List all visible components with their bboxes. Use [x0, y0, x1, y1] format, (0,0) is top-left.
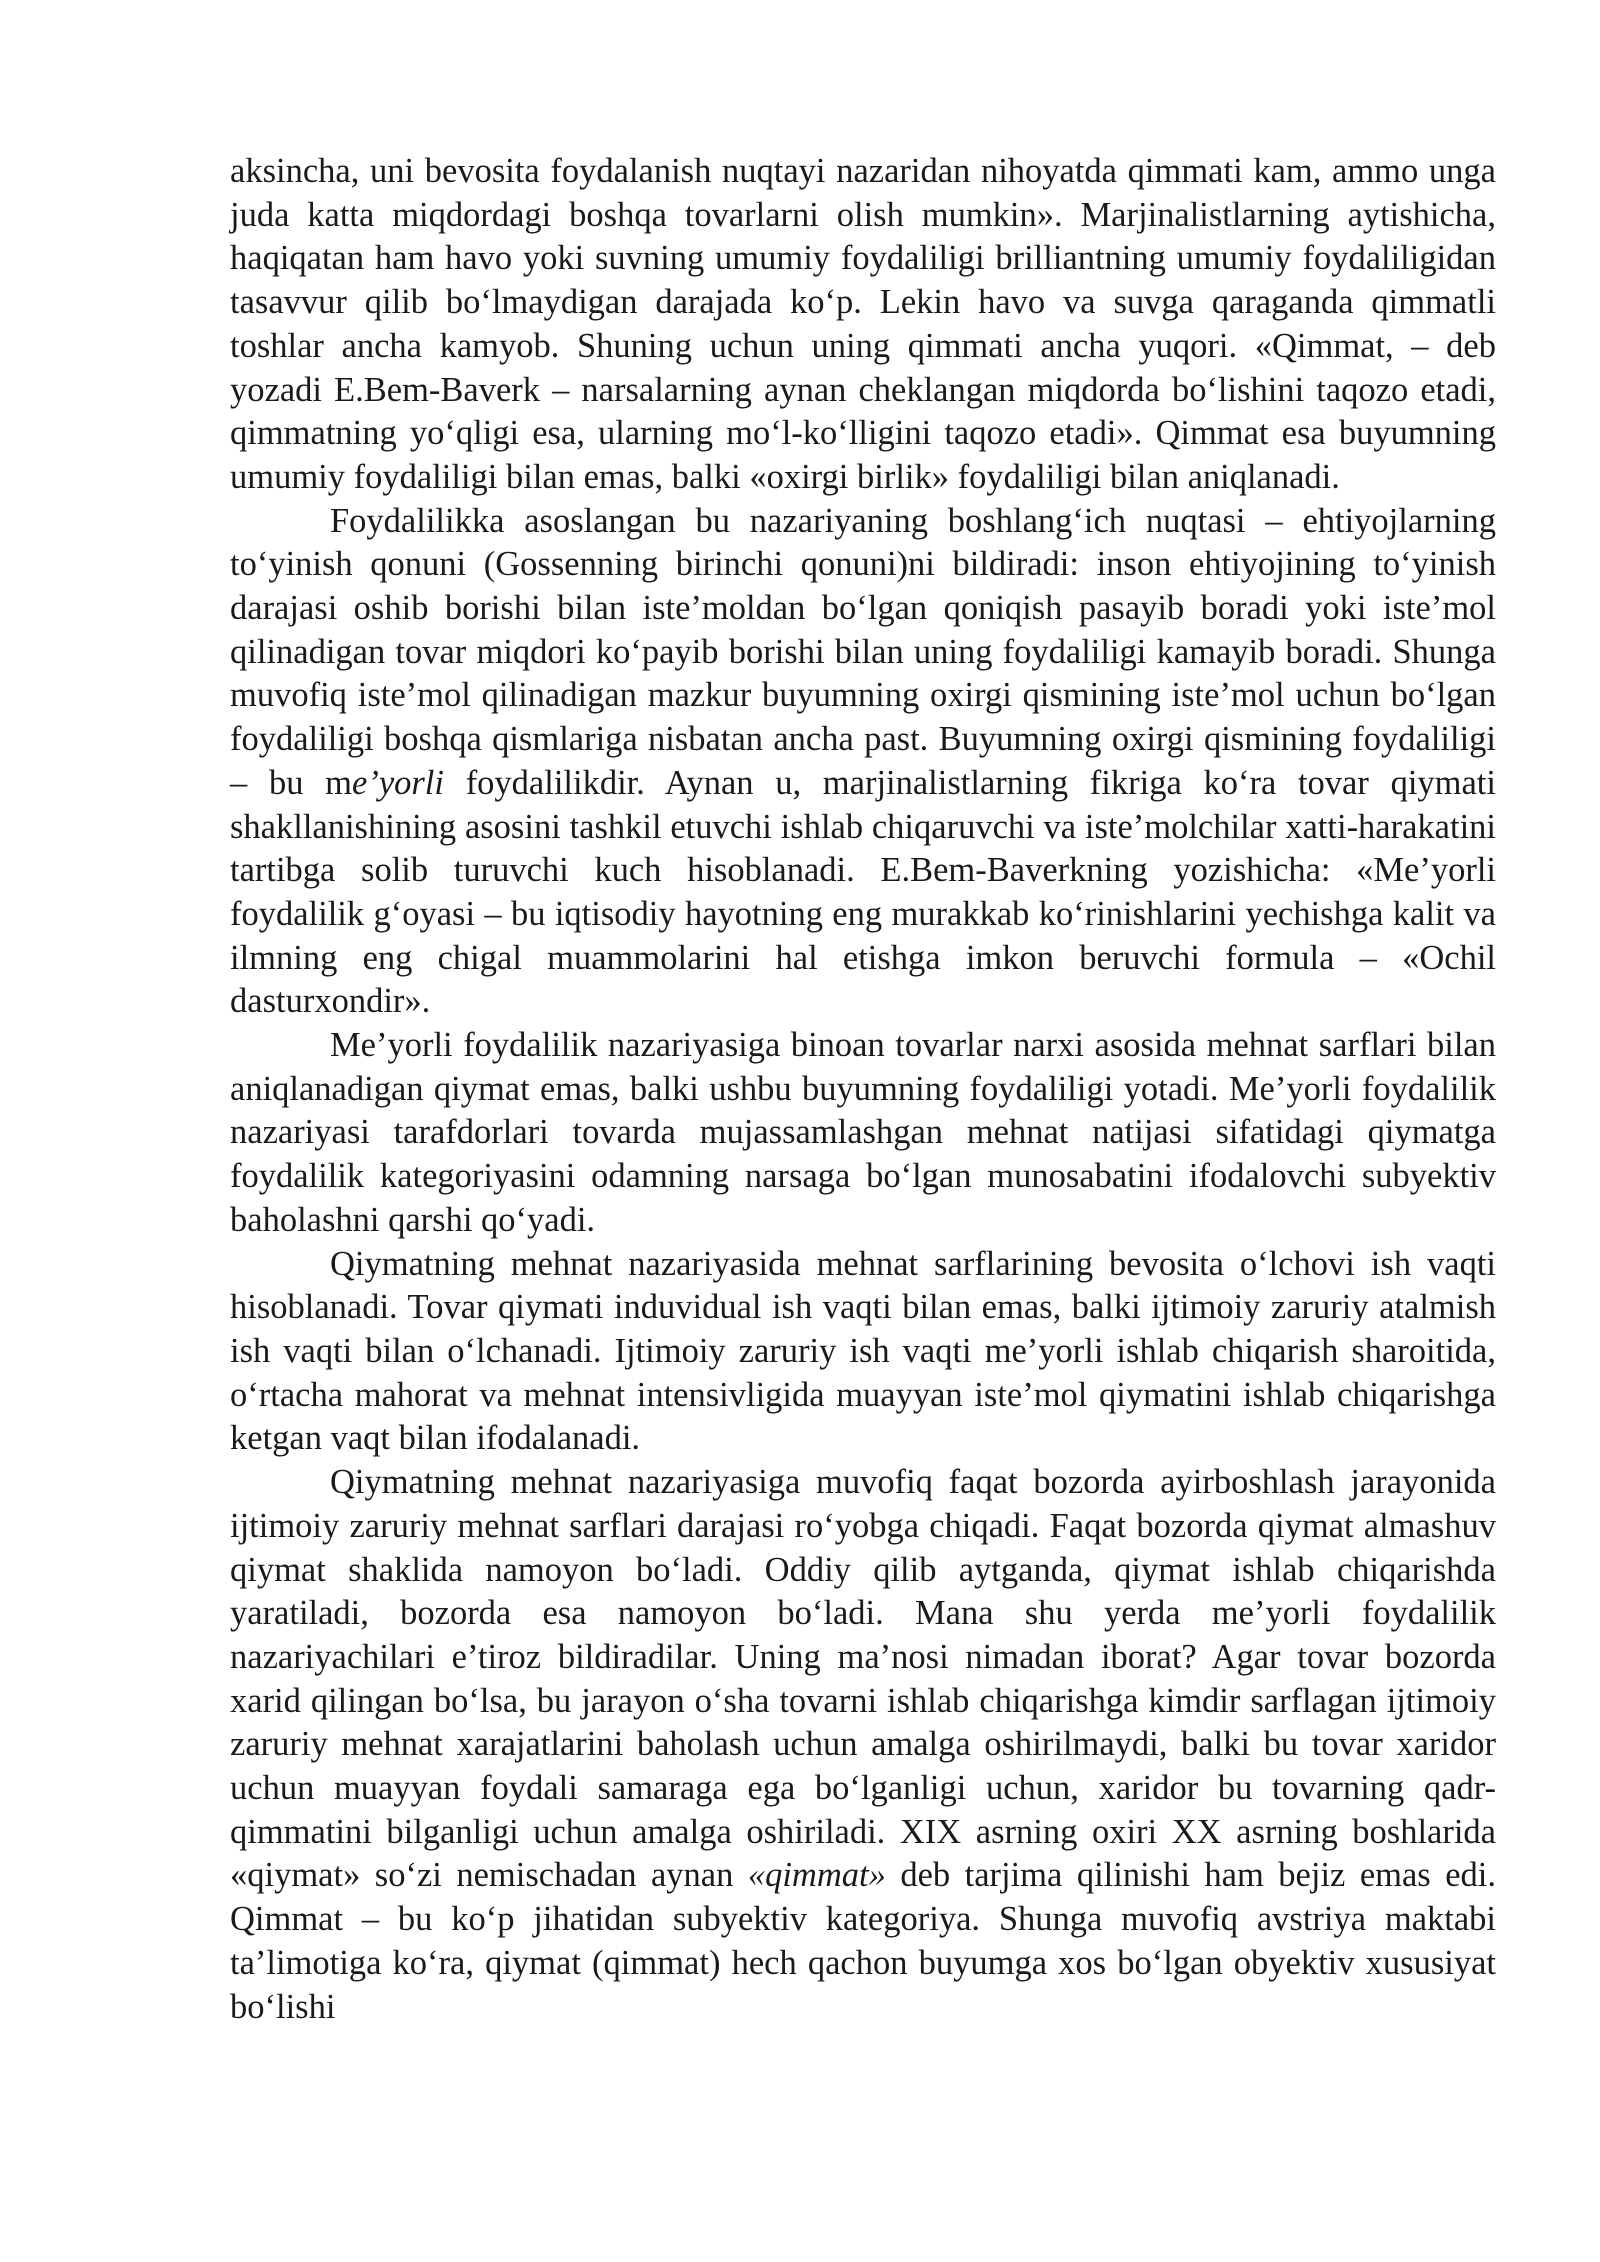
paragraph-1-text: aksincha, uni bevosita foydalanish nuqtayi nazaridan nihoyatda qimmati kam, ammo unga juda katta miqdordagi boshqa tovarlarni olish mumkin». Marjinalistlarning aytishicha, haqiqatan ham havo yoki suvning umumiy foydaliligi brilliantning umumiy foydaliligidan tasavvur qilib boʻlmaydigan darajada koʻp. Lekin havo va suvga qaraganda qimmatli toshlar ancha kamyob. Shuning uchun uning qimmati ancha yuqori. «Qimmat, – deb yozadi E.Bem-Baverk – narsalarning aynan cheklangan miqdorda boʻlishini taqozo etadi, qimmatning yoʻqligi esa, ularning moʻl-koʻlligini taqozo etadi». Qimmat esa buyumning umumiy foydaliligi bilan emas, balki «oxirgi birlik» foydaliligi bilan aniqlanadi.	[230, 152, 1496, 496]
paragraph-3-text: Me’yorli foydalilik nazariyasiga binoan tovarlar narxi asosida mehnat sarflari bilan aniqlanadigan qiymat emas, balki ushbu buyumning foydaliligi yotadi. Me’yorli foydalilik nazariyasi tarafdorlari tovarda mujassamlashgan mehnat natijasi sifatidagi qiymatga foydalilik kategoriyasini odamning narsaga boʻlgan munosabatini ifodalovchi subyektiv baholashni qarshi qoʻyadi.	[230, 1026, 1496, 1239]
paragraph-3	[230, 1024, 1496, 1243]
paragraph-5-text-b: deb tarjima qilinishi ham bejiz emas edi. Qimmat – bu koʻp jihatidan subyektiv kategoriya. Shunga muvofiq avstriya maktabi ta’limotiga koʻra, qiymat (qimmat) hech qachon buyumga xos boʻlgan obyektiv xususiyat boʻlishi	[230, 1856, 1496, 2026]
paragraph-5-italic-term: «qimmat»	[747, 1856, 886, 1895]
paragraph-2	[230, 500, 1496, 1024]
paragraph-2-italic-term: e’yorli	[352, 763, 444, 802]
paragraph-5-text-a: Qiymatning mehnat nazariyasiga muvofiq faqat bozorda ayirboshlash jarayonida ijtimoiy zaruriy mehnat sarflari darajasi roʻyobga chiqadi. Faqat bozorda qiymat almashuv qiymat shaklida namoyon boʻladi. Oddiy qilib aytganda, qiymat ishlab chiqarishda yaratiladi, bozorda esa namoyon boʻladi. Mana shu yerda me’yorli foydalilik nazariyachilari e’tiroz bildiradilar. Uning ma’nosi nimadan iborat? Agar tovar bozorda xarid qilingan boʻlsa, bu jarayon oʻsha tovarni ishlab chiqarishga kimdir sarflagan ijtimoiy zaruriy mehnat xarajatlarini baholash uchun amalga oshirilmaydi, balki bu tovar xaridor uchun muayyan foydali samaraga ega boʻlganligi uchun, xaridor bu tovarning qadr-qimmatini bilganligi uchun amalga oshiriladi. XIX asrning oxiri XX asrning boshlarida «qiymat» soʻzi nemischadan aynan	[230, 1463, 1496, 1895]
paragraph-2-text-b: foydalilikdir. Aynan u, marjinalistlarning fikriga koʻra tovar qiymati shakllanishining asosini tashkil etuvchi ishlab chiqaruvchi va iste’molchilar xatti-harakatini tartibga solib turuvchi kuch hisoblanadi. E.Bem-Baverkning yozishicha: «Me’yorli foydalilik gʻoyasi – bu iqtisodiy hayotning eng murakkab koʻrinishlarini yechishga kalit va ilmning eng chigal muammolarini hal etishga imkon beruvchi formula – «Ochil dasturxondir».	[230, 763, 1496, 1021]
paragraph-4	[230, 1243, 1496, 1462]
paragraph-4-text: Qiymatning mehnat nazariyasida mehnat sarflarining bevosita oʻlchovi ish vaqti hisoblanadi. Tovar qiymati induvidual ish vaqti bilan emas, balki ijtimoiy zaruriy atalmish ish vaqti bilan oʻlchanadi. Ijtimoiy zaruriy ish vaqti me’yorli ishlab chiqarish sharoitida, oʻrtacha mahorat va mehnat intensivligida muayyan iste’mol qiymatini ishlab chiqarishga ketgan vaqt bilan ifodalanadi.	[230, 1244, 1496, 1458]
paragraph-5	[230, 1461, 1496, 2029]
document-page	[230, 150, 1496, 2029]
paragraph-1	[230, 150, 1496, 500]
paragraph-2-text-a: Foydalilikka asoslangan bu nazariyaning boshlangʻich nuqtasi – ehtiyojlarning toʻyinish qonuni (Gossenning birinchi qonuni)ni bildiradi: inson ehtiyojining toʻyinish darajasi oshib borishi bilan iste’moldan boʻlgan qoniqish pasayib boradi yoki iste’mol qilinadigan tovar miqdori koʻpayib borishi bilan uning foydaliligi kamayib boradi. Shunga muvofiq iste’mol qilinadigan mazkur buyumning oxirgi qismining iste’mol uchun boʻlgan foydaliligi boshqa qismlariga nisbatan ancha past. Buyumning oxirgi qismining foydaliligi – bu m	[230, 501, 1496, 802]
